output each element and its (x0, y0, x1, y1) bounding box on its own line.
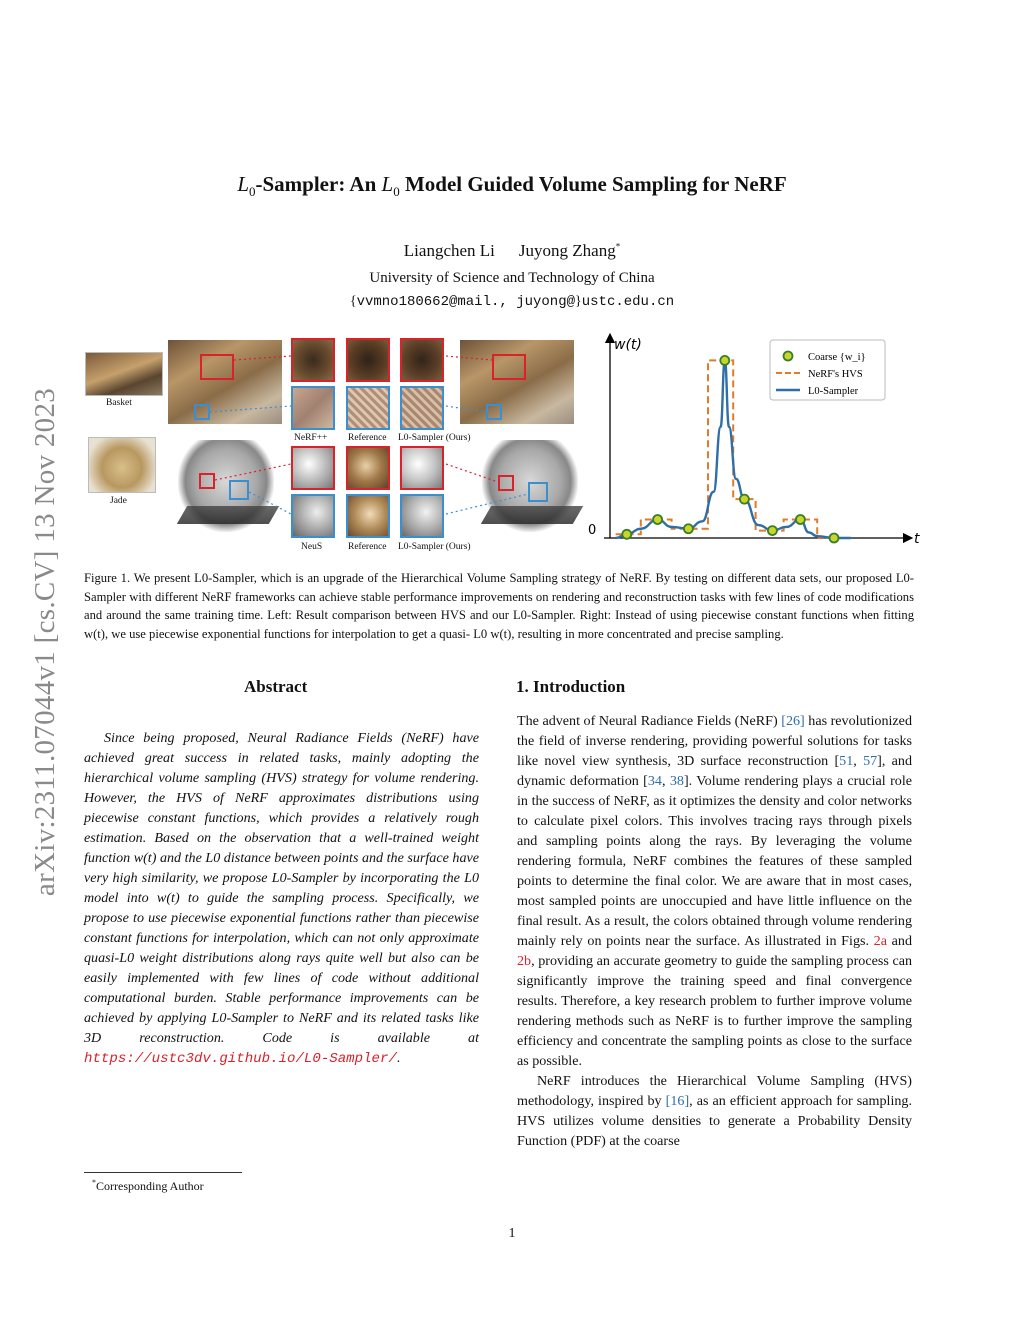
intro-text: , (661, 773, 670, 789)
figure-ref-link[interactable]: 2b (517, 953, 532, 969)
y-axis-label: w(t) (614, 337, 642, 353)
affiliation: University of Science and Technology of China (369, 270, 655, 286)
legend-label: L0-Sampler (808, 386, 859, 397)
legend-label: NeRF's HVS (808, 369, 863, 380)
footnote-mark: * (92, 1178, 96, 1187)
footnote-text: Corresponding Author (96, 1179, 204, 1193)
intro-text: NeRF introduces the Hierarchical Volume Sampling (HVS) methodology, inspired by (517, 1073, 912, 1109)
title-part1: -Sampler: An (255, 172, 382, 196)
citation-link[interactable]: [16] (665, 1093, 690, 1109)
coarse-weight-point (720, 356, 729, 365)
title-L-mid: L (381, 172, 394, 196)
figure-ref-link[interactable]: 2a (873, 933, 887, 949)
figure-caption (84, 569, 914, 643)
row1-col1-label: NeRF++ (294, 433, 328, 443)
y-tick-zero: 0 (588, 523, 597, 538)
coarse-weight-point (653, 515, 662, 524)
caption-label: Figure 1. (84, 571, 131, 585)
author-1: Liangchen Li (403, 241, 495, 260)
footnote-rule (84, 1172, 242, 1173)
intro-paragraph-2 (517, 1071, 912, 1151)
abstract-end: . (396, 1050, 401, 1066)
author-mark: * (615, 241, 621, 252)
email-domain: ustc.edu.cn (581, 294, 675, 310)
abstract-body (84, 728, 479, 1069)
title-sub-mid: 0 (393, 184, 400, 200)
citation-link[interactable]: 38 (669, 773, 684, 789)
citation-link[interactable]: [26] (781, 713, 805, 729)
email-text1: vvmno180662@mail., (356, 294, 508, 310)
paper-title (0, 172, 1024, 200)
code-link[interactable]: https://ustc3dv.github.io/L0-Sampler/ (84, 1051, 397, 1067)
intro-text: ]. Volume rendering plays a crucial role in the success of NeRF, as it optimizes the density and color networks to calculate pixel colors. This involves tracing rays through pixels and sampling points along the rays. By leveraging the volume rendering formula, NeRF combines the features of these sampled points to determine the final color. We are aware that in most cases, most sampled points are unoccupied and have little influence on the final result. As a result, the colors obtained through volume rendering mainly rely on points near the surface. As illustrated in Figs. (517, 773, 913, 949)
author-2: Juyong Zhang (518, 241, 616, 260)
coarse-weight-point (796, 515, 805, 524)
title-sub-prefix: 0 (249, 184, 256, 200)
jade-label: Jade (110, 496, 127, 506)
coarse-weight-point (684, 524, 693, 533)
jade-thumbnail (88, 437, 156, 493)
row2-col3-label: L0-Sampler (Ours) (398, 542, 471, 552)
x-axis-label: t (914, 531, 920, 547)
title-part2: Model Guided Volume Sampling for NeRF (399, 172, 787, 196)
arxiv-stamp: arXiv:2311.07044v1 [cs.CV] 13 Nov 2023 (29, 387, 61, 897)
intro-text: has revolutionized the field of inverse rendering, providing powerful solutions for tasks like novel view synthesis, 3D surface reconstruction [ (517, 713, 912, 769)
legend-label: Coarse {w_i} (808, 352, 866, 363)
intro-heading: 1. Introduction (516, 677, 626, 696)
citation-link[interactable]: 51 (839, 753, 854, 769)
caption-text: We present L0-Sampler, which is an upgrade of the Hierarchical Volume Sampling strategy of NeRF. By testing on different data sets, our proposed L0-Sampler with different NeRF frameworks can achieve stable performance improvements on rendering and reconstruction tasks with few lines of code modifications and around the same training time. Left: Result comparison between HVS and our L0-Sampler. Right: Instead of using piecewise constant functions when fitting w(t), we use piecewise exponential functions for interpolation to get a quasi- L0 w(t), resulting in more concentrated and precise sampling. (84, 571, 914, 641)
abstract-text: Since being proposed, Neural Radiance Fields (NeRF) have achieved great success in related tasks, mainly adopting the hierarchical volume sampling (HVS) strategy for volume rendering. However, the HVS of NeRF approximates distributions using piecewise constant functions, which provides a relatively rough estimation. Based on the observation that a well-trained weight function w(t) and the L0 distance between points and the surface have very high similarity, we propose L0-Sampler by incorporating the L0 model into w(t) to guide the sampling process. Specifically, we propose to use piecewise exponential functions rather than piecewise constant functions for interpolation, which can not only approximate quasi-L0 weight distributions along rays quite well but also can be easily implemented with few lines of code without additional computational burden. Stable performance improvements can be achieved by applying L0-Sampler to NeRF and its related tasks like 3D reconstruction. Code is available at (84, 730, 479, 1046)
coarse-weight-point (768, 526, 777, 535)
authors (0, 241, 1024, 261)
title-L-prefix: L (237, 172, 249, 196)
intro-paragraph-1 (517, 711, 912, 1071)
page-number: 1 (508, 1226, 516, 1241)
email (0, 294, 1024, 310)
intro-text: , (853, 753, 864, 769)
intro-text: The advent of Neural Radiance Fields (NeRF) (517, 713, 782, 729)
intro-text: , as an efficient approach for sampling. HVS utilizes volume densities to generate a Probability Density Function (PDF) at the coarse (517, 1093, 912, 1149)
weight-chart (580, 328, 920, 553)
coarse-weight-point (830, 534, 839, 543)
footnote (92, 1178, 204, 1194)
email-text2: juyong@ (516, 294, 576, 310)
row1-col2-label: Reference (348, 433, 387, 443)
citation-link[interactable]: 34 (647, 773, 662, 789)
legend-marker-coarse (784, 352, 793, 361)
row2-col1-label: NeuS (301, 542, 323, 552)
intro-body (517, 711, 912, 1151)
intro-text: ], and dynamic deformation [ (517, 753, 912, 789)
row1-col3-label: L0-Sampler (Ours) (398, 433, 471, 443)
coarse-weight-point (622, 530, 631, 539)
abstract-heading: Abstract (244, 677, 308, 696)
basket-thumbnail (85, 352, 163, 396)
figure-connectors (160, 330, 600, 560)
row2-col2-label: Reference (348, 542, 387, 552)
email-open: { (349, 294, 357, 309)
intro-text: and (886, 933, 913, 949)
citation-link[interactable]: 57 (863, 753, 878, 769)
coarse-weight-point (740, 495, 749, 504)
intro-text: , providing an accurate geometry to guide the sampling process can significantly improve the training speed and final convergence results. Therefore, a key research problem to further improve volume rendering methods such as NeRF is to further improve the sampling efficiency and concentrate the sampling points as close to the surface as possible. (517, 953, 912, 1069)
email-close: } (575, 294, 582, 309)
basket-label: Basket (106, 398, 132, 408)
